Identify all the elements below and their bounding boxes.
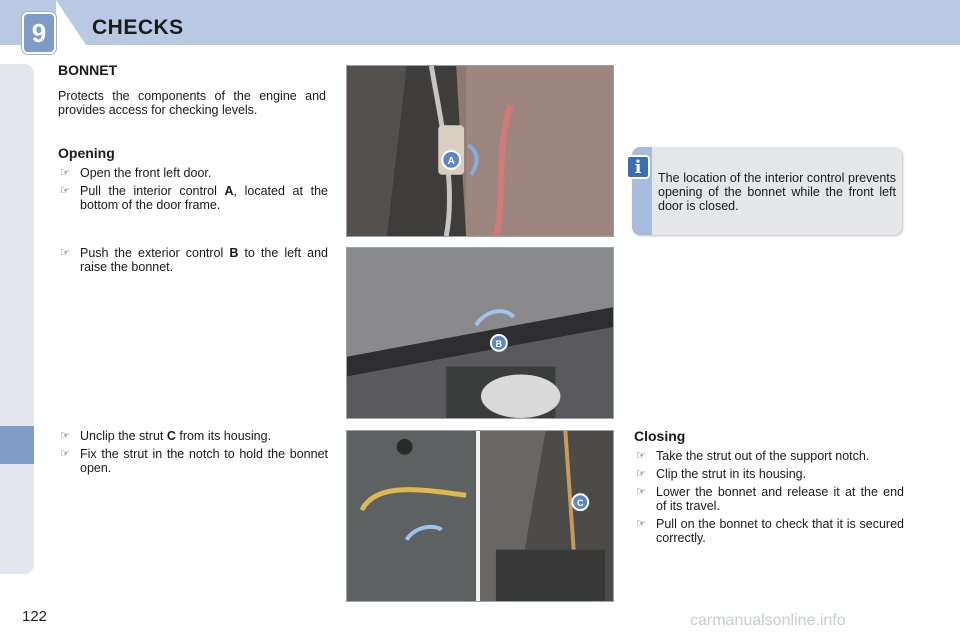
list-item bbox=[58, 166, 328, 180]
step-text: Fix the strut in the notch to hold the bonnet open. bbox=[80, 447, 328, 475]
info-text: The location of the interior control prevents opening of the bonnet while the front left door is closed. bbox=[658, 171, 896, 213]
side-chapter-tab bbox=[0, 426, 34, 464]
step-text: Clip the strut in its housing. bbox=[656, 467, 807, 481]
step-text: Take the strut out of the support notch. bbox=[656, 449, 870, 463]
list-item bbox=[634, 467, 904, 481]
list-item bbox=[58, 184, 328, 212]
section-title: BONNET bbox=[58, 62, 118, 78]
photo-strut bbox=[346, 430, 614, 602]
pointing-hand-icon: ☞ bbox=[636, 518, 646, 530]
watermark: carmanualsonline.info bbox=[690, 612, 846, 629]
closing-steps bbox=[634, 449, 904, 549]
pointing-hand-icon: ☞ bbox=[636, 450, 646, 462]
step-text: Push the exterior control bbox=[80, 246, 230, 260]
pointing-hand-icon: ☞ bbox=[60, 167, 70, 179]
list-item bbox=[58, 447, 328, 475]
list-item bbox=[634, 517, 904, 545]
label-c: C bbox=[577, 498, 584, 509]
label-a: A bbox=[447, 155, 455, 167]
step-text: Unclip the strut bbox=[80, 429, 167, 443]
pointing-hand-icon: ☞ bbox=[636, 468, 646, 480]
pointing-hand-icon: ☞ bbox=[60, 430, 70, 442]
list-item bbox=[58, 246, 328, 274]
pointing-hand-icon: ☞ bbox=[60, 448, 70, 460]
chapter-number-badge: 9 bbox=[22, 12, 56, 54]
control-letter: A bbox=[224, 184, 234, 198]
pointing-hand-icon: ☞ bbox=[60, 185, 70, 197]
photo-exterior-control bbox=[346, 247, 614, 419]
opening-steps-c bbox=[58, 429, 328, 479]
page-title: CHECKS bbox=[92, 16, 184, 39]
control-letter: B bbox=[229, 246, 239, 260]
opening-steps-a bbox=[58, 166, 328, 216]
pointing-hand-icon: ☞ bbox=[60, 247, 70, 259]
step-text: Lower the bonnet and release it at the end of its travel. bbox=[656, 485, 904, 513]
step-text: Pull the interior control bbox=[80, 184, 225, 198]
list-item bbox=[58, 429, 328, 443]
page-number: 122 bbox=[22, 608, 48, 625]
step-text: to the left and raise the bonnet. bbox=[80, 246, 328, 274]
list-item bbox=[634, 485, 904, 513]
step-text: Open the front left door. bbox=[80, 166, 212, 180]
pointing-hand-icon: ☞ bbox=[636, 486, 646, 498]
step-text: Pull on the bonnet to check that it is secured correctly. bbox=[656, 517, 904, 545]
section-intro: Protects the components of the engine and provides access for checking levels. bbox=[58, 89, 326, 117]
step-text: , located at the bottom of the door frame. bbox=[80, 184, 328, 212]
control-letter: C bbox=[166, 429, 176, 443]
opening-title: Opening bbox=[58, 145, 115, 161]
opening-steps-b bbox=[58, 246, 328, 278]
closing-title: Closing bbox=[634, 428, 686, 444]
label-b: B bbox=[495, 338, 503, 349]
side-strip bbox=[0, 64, 34, 574]
info-note bbox=[632, 147, 902, 235]
step-text: from its housing. bbox=[175, 429, 272, 443]
info-icon: i bbox=[626, 155, 650, 179]
photo-interior-control bbox=[346, 65, 614, 237]
list-item bbox=[634, 449, 904, 463]
